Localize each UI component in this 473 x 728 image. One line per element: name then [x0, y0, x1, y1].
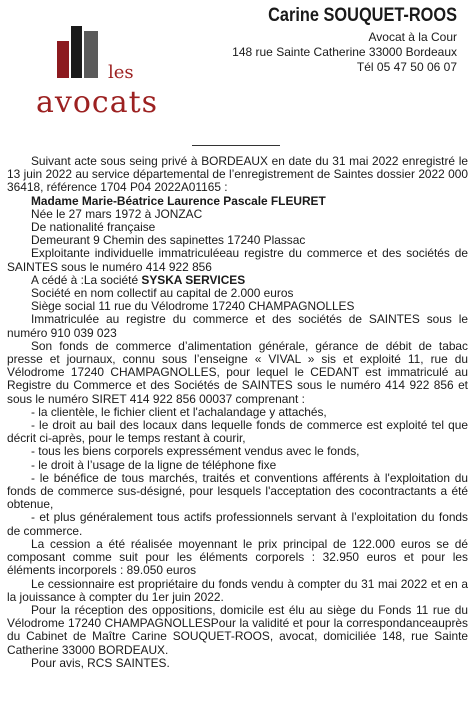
lawyer-name: Carine SOUQUET-ROOS: [268, 5, 457, 26]
lawyer-title: Avocat à la Cour: [368, 30, 457, 44]
logo-bar-grey: [84, 31, 98, 78]
logo-bar-black: [71, 26, 82, 78]
legal-notice-body: [7, 155, 468, 670]
buyer-line: A cédé à :La société SYSKA SERVICES: [31, 272, 246, 287]
opposition-paragraph: Pour la réception des oppositions, domicile est élu au siège du Fonds 11 rue du Vélodrome 17240 CHAMPAGNOLLESPour la validité et pour la correspondanceauprès du Cabinet de Maître Carine SOUQUET-ROOS, avocat, domiciliée 148, rue Sainte Catherine 33000 BORDEAUX.: [7, 602, 468, 657]
letterhead: [167, 2, 457, 75]
separator-rule: [192, 145, 280, 146]
fonds-description: Son fonds de commerce d’alimentation générale, gérance de débit de tabac presse et journaux, connu sous l’enseigne « VIVAL » sis et exploité 11, rue du Vélodrome 17240 CHAMPAGNOLLES, pour lequel le CEDANT est immatriculé au Registre du Commerce et des Sociétés de SAINTES sous le numéro 414 922 856 et sous le numéro SIRET 414 922 856 00037 comprenant :: [7, 338, 468, 406]
buyer-capital: Société en nom collectif au capital de 2.000 euros: [31, 286, 294, 301]
seller-residence: Demeurant 9 Chemin des sapinettes 17240 Plassac: [31, 233, 306, 248]
list-item-telephone: - le droit à l’usage de la ligne de téléphone fixe: [31, 457, 277, 472]
buyer-name: SYSKA SERVICES: [141, 272, 246, 287]
list-item-actifs: - et plus généralement tous actifs professionnels servant à l’exploitation du fonds de commerce.: [7, 510, 468, 538]
seller-birth: Née le 27 mars 1972 à JONZAC: [31, 206, 203, 221]
seller-name: Madame Marie-Béatrice Laurence Pascale FLEURET: [31, 193, 326, 208]
les-avocats-logo: [32, 14, 167, 124]
buyer-registration: Immatriculée au registre du commerce et des sociétés de SAINTES sous le numéro 910 039 023: [7, 312, 468, 340]
list-item-marches: - le bénéfice de tous marchés, traités et conventions afférents à l'exploitation du fonds de commerce sus-désigné, pour lesquels l'acceptation des cocontractants a été obtenue,: [7, 470, 468, 512]
seller-registration: Exploitante individuelle immatriculéeau registre du commerce et des sociétés de SAINTES sous le numéro 414 922 856: [7, 246, 468, 274]
list-item-biens: - tous les biens corporels expressément vendus avec le fonds,: [31, 444, 360, 459]
lawyer-phone: Tél 05 47 50 06 07: [356, 60, 457, 74]
seller-nationality: De nationalité française: [31, 220, 156, 235]
list-item-clientele: - la clientèle, le fichier client et l'achalandage y attachés,: [31, 404, 327, 419]
logo-bar-red: [57, 41, 69, 78]
logo-text-avocats: avocats: [36, 85, 159, 120]
buyer-siege: Siège social 11 rue du Vélodrome 17240 CHAMPAGNOLLES: [31, 299, 355, 314]
closing-line: Pour avis, RCS SAINTES.: [31, 655, 170, 670]
lawyer-address: 148 rue Sainte Catherine 33000 Bordeaux: [232, 45, 457, 59]
price-paragraph: La cession a été réalisée moyennant le prix principal de 122.000 euros se dé composant comme suit pour les éléments corporels : 32.950 euros et pour les éléments incorporels : 89.050 euros: [7, 536, 468, 578]
logo-text-les: les: [108, 62, 134, 83]
list-item-bail: - le droit au bail des locaux dans lequelle fonds de commerce est exploité tel que décrit ci-après, pour le temps restant à courir,: [7, 418, 468, 446]
ownership-paragraph: Le cessionnaire est propriétaire du fonds vendu à compter du 31 mai 2022 et en a la jouissance à compter du 1er juin 2022.: [7, 576, 468, 604]
notice-intro: Suivant acte sous seing privé à BORDEAUX en date du 31 mai 2022 enregistré le 13 juin 2022 au service départemental de l’enregistrement de Saintes dossier 2022 000 36418, référence 1704 P04 2022A01165 :: [7, 154, 468, 195]
